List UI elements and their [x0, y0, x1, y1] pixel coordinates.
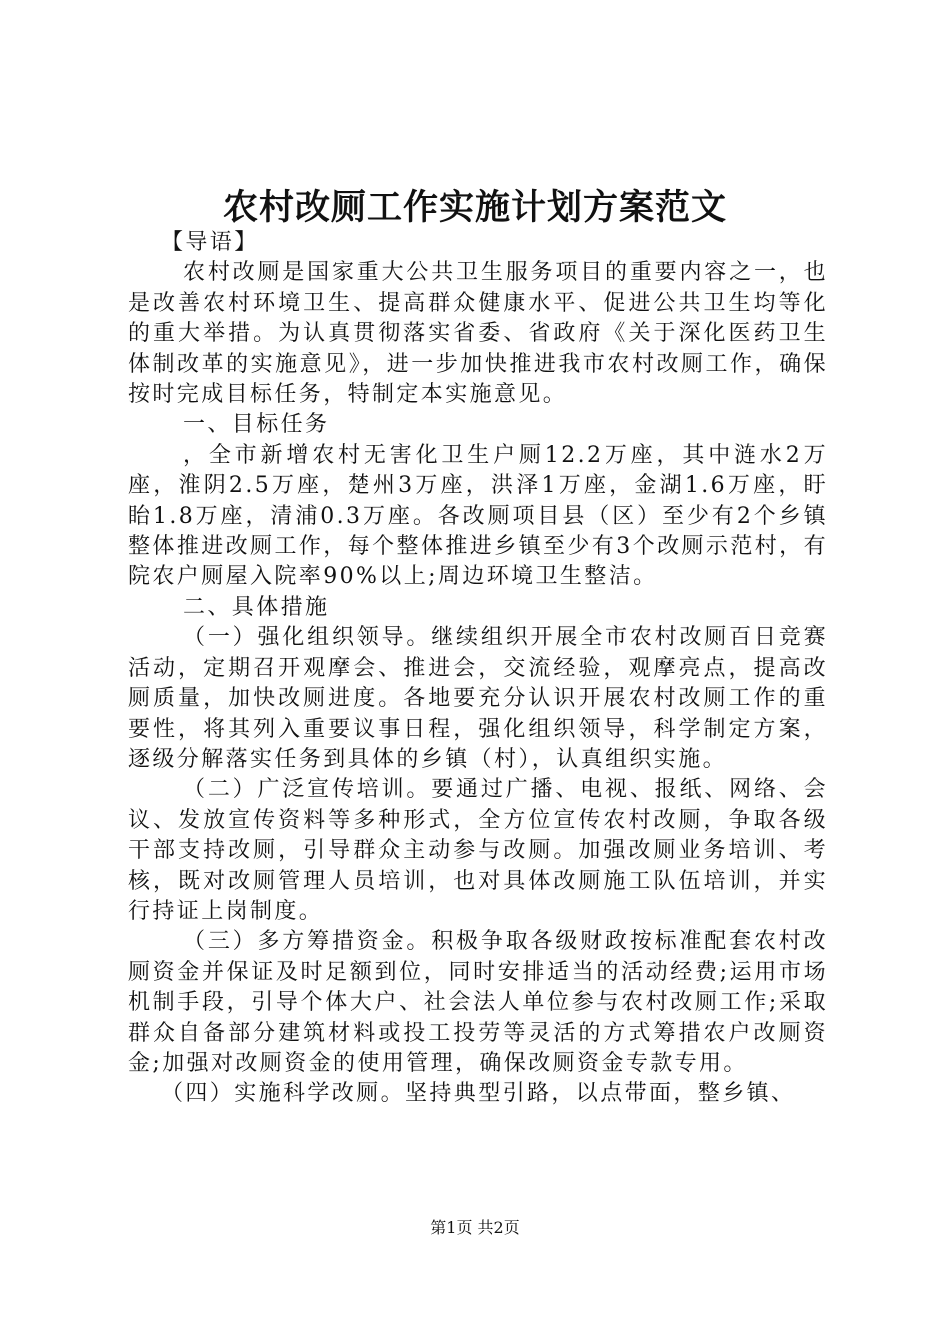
paragraph-measure-1: （一）强化组织领导。继续组织开展全市农村改厕百日竞赛活动，定期召开观摩会、推进会，交流经验，观摩亮点，提高改厕质量，加快改厕进度。各地要充分认识开展农村改厕工作的重要性，将其列入重要议事日程，强化组织领导，科学制定方案，逐级分解落实任务到具体的乡镇（村），认真组织实施。 [128, 625, 828, 772]
paragraph-measure-3: （三）多方筹措资金。积极争取各级财政按标准配套农村改厕资金并保证及时足额到位，同时安排适当的活动经费;运用市场机制手段，引导个体大户、社会法人单位参与农村改厕工作;采取群众自备部分建筑材料或投工投劳等灵活的方式筹措农户改厕资金;加强对改厕资金的使用管理，确保改厕资金专款专用。 [128, 929, 828, 1076]
paragraph-intro: 农村改厕是国家重大公共卫生服务项目的重要内容之一，也是改善农村环境卫生、提高群众健康水平、促进公共卫生均等化的重大举措。为认真贯彻落实省委、省政府《关于深化医药卫生体制改革的实施意见》，进一步加快推进我市农村改厕工作，确保按时完成目标任务，特制定本实施意见。 [128, 260, 828, 408]
section-heading-goals: 一、目标任务 [183, 412, 330, 438]
document-title: 农村改厕工作实施计划方案范文 [222, 187, 727, 228]
preface-label: 【导语】 [161, 230, 259, 255]
section-heading-measures: 二、具体措施 [183, 594, 330, 620]
paragraph-goals: ，全市新增农村无害化卫生户厕12.2万座，其中涟水2万座，淮阴2.5万座，楚州3万座，洪泽1万座，金湖1.6万座，盱眙1.8万座，清浦0.3万座。各改厕项目县（区）至少有2个乡镇整体推进改厕工作，每个整体推进乡镇至少有3个改厕示范村，有院农户厕屋入院率90%以上;周边环境卫生整洁。 [128, 442, 828, 590]
paragraph-measure-4: （四）实施科学改厕。坚持典型引路，以点带面，整乡镇、 [161, 1081, 796, 1107]
paragraph-measure-2: （二）广泛宣传培训。要通过广播、电视、报纸、网络、会议、发放宣传资料等多种形式，全方位宣传农村改厕，争取各级干部支持改厕，引导群众主动参与改厕。加强改厕业务培训、考核，既对改厕管理人员培训，也对具体改厕施工队伍培训，并实行持证上岗制度。 [128, 777, 828, 924]
page-footer: 第1页 共2页 [430, 1218, 520, 1237]
document-body [128, 228, 828, 1110]
